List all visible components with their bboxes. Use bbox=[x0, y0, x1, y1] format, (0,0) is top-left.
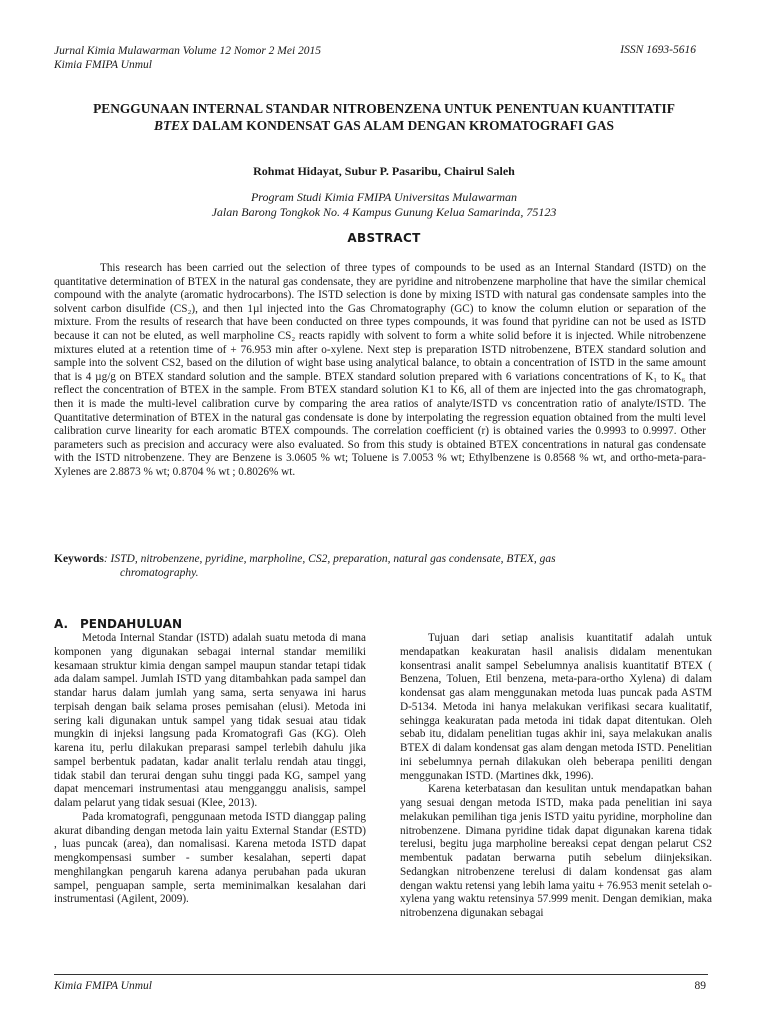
abstract-heading: ABSTRACT bbox=[347, 231, 421, 245]
journal-publisher: Kimia FMIPA Unmul bbox=[54, 59, 152, 71]
affiliation-line-1: Program Studi Kimia FMIPA Universitas Mulawarman bbox=[250, 190, 518, 204]
affiliation-line-2: Jalan Barong Tongkok No. 4 Kampus Gunung Kelua Samarinda, 75123 bbox=[211, 205, 557, 219]
affiliation bbox=[54, 190, 714, 220]
keywords bbox=[54, 552, 664, 580]
page-number: 89 bbox=[694, 980, 706, 992]
issn: ISSN 1693-5616 bbox=[620, 44, 696, 56]
keywords-label: Keywords bbox=[54, 553, 104, 565]
body-paragraph: Karena keterbatasan dan kesulitan untuk mendapatkan bahan yang sesuai dengan metoda ISTD, maka pada penelitian ini saya melakukan pemilihan tiga jenis ISTD yaitu pyridine, morpholine dan nitrobenzene. Dimana pyridine tidak dapat digunakan karena tidak terelusi, begitu juga marpholine bereaksi cepat dengan pelarut CS2 membentuk padatan berwarna putih sebelum diinjeksikan. Sedangkan nitrobenzene terelusi di dalam kondensat gas alam dengan waktu retensi yang lebih lama yaitu + 76.953 menit setelah o-xylena yang waktu retensinya 57.999 menit. Dengan demikian, maka nitrobenzena digunakan sebagai bbox=[400, 783, 712, 919]
keywords-text: : ISTD, nitrobenzene, pyridine, marpholine, CS2, preparation, natural gas condensate, BTEX, gas bbox=[103, 553, 556, 565]
section-number: A. bbox=[54, 617, 69, 631]
abstract-paragraph: This research has been carried out the selection of three types of compounds to be used as an Internal Standard (ISTD) on the quantitative determination of BTEX in the natural gas condensate, they are pyridine and nitrobenzene marpholine that have the similar chemical compound with the analyte (aromatic hydrocarbons). The ISTD selection is done by mixing ISTD with natural gas condensate samples into the solvent carbon disulfide (CS₂), and then 1µl injected into the Gas Chromatography (GC) to know the column elution or separation of the mixture. From the results of research that have been conducted on three types compounds, it was found that pyridine can not be used as ISTD because it can not be eluted, as well marpholine CS₂ reacts rapidly with solvent to form a white solid before it is injected. While nitrobenzene mixtures eluted at a retention time of + 76.953 min after o-xylene. Next step is preparation ISTD nitrobenzene, BTEX standard solution and sample into the solvent CS2, based on the dilution of wight base using analytical balance, to obtain a concentration of ISTD in the same amount that is 4 µg/g on BTEX standard solution and the sample. BTEX standard solution prepared with 6 variations concentrations of K₁ to K₆ that reflect the concentration of BTEX in the sample. From BTEX standard solution K1 to K6, all of them are injected into the gas chromatograph, then it is made the multi-level calibration curve by comparing the area ratios of analyte/ISTD vs concentration ratio of analyte/ISTD. The Quantitative determination of BTEX in the natural gas condensate is done by interpolating the regression equation obtained from the multi level calibration curve linearity for each aromatic BTEX compounds. The correlation coefficient (r) is obtained varies the 0.9993 to 0.9997. Other parameters such as precision and accuracy were also evaluated. So from this study is obtained BTEX concentrations in natural gas condensate with the ISTD nitrobenzene. They are Benzene is 3.0605 % wt; Toluene is 7.0053 % wt; Ethylbenzene is 0.8568 % wt, and ortho-meta-para-Xylenes are 2.8873 % wt; 0.8704 % wt ; 0.8026% wt. bbox=[54, 262, 706, 478]
body-paragraph: Pada kromatografi, penggunaan metoda ISTD dianggap paling akurat dibanding dengan metoda lain yaitu External Standar (ESTD) , luas puncak (area), dan nomalisasi. Karena metoda ISTD dapat mengkompensasi sumber - sumber kesalahan, seperti dapat menghilangkan pengaruh karena adanya perubahan pada ukuran sampel, penguapan sample, serta meminimalkan kesalahan dari instrumentasi (Agilent, 2009). bbox=[54, 810, 366, 906]
body-paragraph: Metoda Internal Standar (ISTD) adalah suatu metoda di mana komponen yang digunakan sebagai internal standar memiliki kesamaan struktur kimia dengan sampel maupun standar tetapi tidak ada dalam sampel. Jumlah ISTD yang ditambahkan pada sampel dan standar harus dalam jumlah yang sama, serta senyawa ini harus terpisah dengan baik selama proses pemisahan (elusi). Metoda ini sering kali digunakan untuk sampel yang tidak sesuai atau tidak mungkin di injeksi langsung pada Kromatografi Gas (KG). Oleh karena itu, perlu dilakukan preparasi sampel terlebih dahulu jika sampel berbentuk padatan, kadar analit terlalu rendah atau tinggi, tidak stabil dan terurai dengan suhu tinggi pada KG, sampel yang dapat mencemari instrumentasi atau mengganggu analisis, sampel dalam pelarut yang tidak sesuai (Klee, 2013). bbox=[54, 632, 366, 809]
footer-publisher: Kimia FMIPA Unmul bbox=[54, 980, 152, 992]
body-paragraph: Tujuan dari setiap analisis kuantitatif adalah untuk mendapatkan keakuratan hasil analisis didalam menentukan konsentrasi analit sampel Sebelumnya analisis kuantitatif BTEX ( Benzena, Toluen, Etil benzena, meta-para-ortho Xylena) di dalam kondensat gas alam menggunakan metoda luas puncak pada ASTM D-5134. Metoda ini hanya melakukan verifikasi secara kualitatif, sehingga keakuratan pada metoda ini tidak dapat ditentukan. Oleh sebab itu, didalam penelitian tugas akhir ini, saya melakukan analis BTEX di dalam kondensat gas alam dengan metoda ISTD. Penelitian ini sebelumnya pernah dilakukan oleh beberapa peniliti dengan menggunakan ISTD. (Martines dkk, 1996). bbox=[400, 632, 712, 782]
body-column-left bbox=[54, 632, 366, 907]
section-heading bbox=[54, 617, 182, 631]
keywords-continuation: chromatography. bbox=[120, 567, 199, 579]
title-btex: BTEX bbox=[154, 118, 190, 133]
body-column-right bbox=[400, 632, 712, 921]
title-line-2-rest: DALAM KONDENSAT GAS ALAM DENGAN KROMATOGRAFI GAS bbox=[189, 118, 614, 133]
journal-name: Jurnal Kimia Mulawarman Volume 12 Nomor 2 Mei 2015 bbox=[54, 45, 322, 57]
running-header bbox=[54, 44, 321, 72]
title-line-1: PENGGUNAAN INTERNAL STANDAR NITROBENZENA UNTUK PENENTUAN KUANTITATIF bbox=[93, 101, 675, 116]
section-title: PENDAHULUAN bbox=[80, 617, 182, 631]
paper-title bbox=[54, 100, 714, 134]
title-line-2 bbox=[54, 117, 714, 134]
abstract-body bbox=[54, 262, 706, 480]
author-list: Rohmat Hidayat, Subur P. Pasaribu, Chairul Saleh bbox=[253, 164, 515, 178]
footer-divider bbox=[54, 974, 708, 975]
